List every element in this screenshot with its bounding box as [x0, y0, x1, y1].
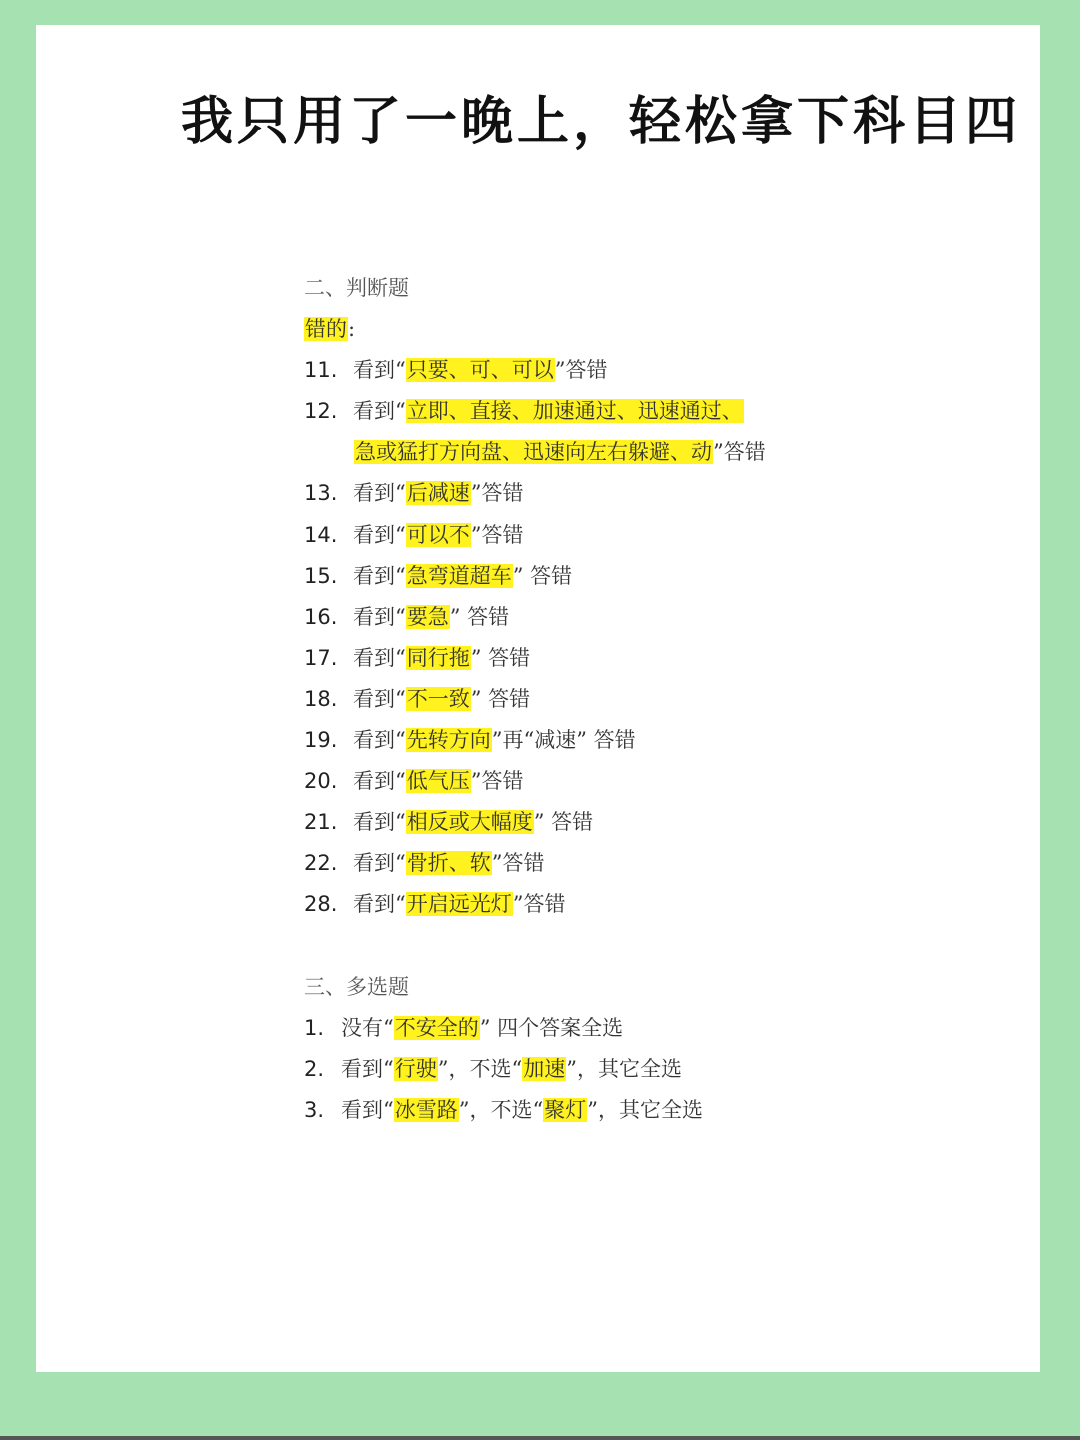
highlight: 不安全的: [394, 1015, 479, 1040]
highlight: 急或猛打方向盘、迅速向左右躲避、动: [355, 440, 712, 465]
item-number: 13.: [304, 481, 338, 506]
item-prefix: 看到“: [341, 1056, 394, 1081]
list-item: [304, 679, 766, 720]
highlight: 错的: [305, 317, 347, 342]
item-prefix: 看到“: [353, 604, 406, 629]
bottom-edge-strip: [0, 1436, 1080, 1440]
item-number: 15.: [304, 563, 338, 588]
item-suffix: ”答错: [512, 892, 566, 917]
highlight: 同行拖: [406, 645, 470, 670]
item-prefix: 看到“: [353, 851, 406, 876]
item-suffix: ”答错: [470, 769, 524, 794]
highlight: 行驶: [394, 1056, 437, 1081]
item-prefix: 看到“: [353, 728, 406, 753]
item-suffix: ”，其它全选: [587, 1097, 703, 1122]
list-item: [304, 1049, 766, 1090]
list-item: [304, 761, 766, 802]
item-number: 28.: [304, 892, 338, 917]
item-suffix: ”答错: [491, 851, 545, 876]
list-item: [304, 391, 766, 432]
section-heading-multiple-choice: 三、多选题: [304, 974, 409, 999]
item-number: 3.: [304, 1097, 325, 1122]
item-number: 12.: [304, 399, 338, 424]
item-number: 22.: [304, 851, 338, 876]
highlight: 开启远光灯: [406, 892, 512, 917]
list-item: [304, 473, 766, 514]
item-number: 17.: [304, 645, 338, 670]
item-number: 21.: [304, 810, 338, 835]
highlight: 要急: [406, 604, 449, 629]
highlight: 只要、可、可以: [406, 358, 554, 383]
item-prefix: 看到“: [353, 810, 406, 835]
highlight: 先转方向: [406, 728, 491, 753]
highlight: 立即、直接、加速通过、迅速通过、: [406, 399, 743, 424]
highlight: 冰雪路: [394, 1097, 458, 1122]
item-number: 14.: [304, 522, 338, 547]
item-middle: ”，不选“: [458, 1097, 544, 1122]
list-item-continuation: [304, 432, 766, 473]
item-suffix: ”再“减速” 答错: [491, 728, 636, 753]
list-item: [304, 802, 766, 843]
item-prefix: 看到“: [353, 892, 406, 917]
item-middle: ” 四个答案全选: [479, 1015, 624, 1040]
item-suffix: ” 答错: [533, 810, 594, 835]
highlight: 骨折、软: [406, 851, 491, 876]
list-item: [304, 556, 766, 597]
highlight: 急弯道超车: [406, 563, 512, 588]
item-suffix: ”答错: [713, 440, 766, 465]
item-number: 1.: [304, 1015, 325, 1040]
subheading-wrong: [304, 309, 766, 350]
list-item: [304, 843, 766, 884]
item-prefix: 没有“: [341, 1015, 394, 1040]
item-number: 16.: [304, 604, 338, 629]
item-prefix: 看到“: [341, 1097, 394, 1122]
list-item: [304, 597, 766, 638]
item-number: 11.: [304, 358, 338, 383]
highlight: 加速: [523, 1056, 566, 1081]
list-item: [304, 350, 766, 391]
item-prefix: 看到“: [353, 769, 406, 794]
page-title: 我只用了一晚上，轻松拿下科目四: [181, 91, 1022, 152]
item-number: 18.: [304, 686, 338, 711]
item-prefix: 看到“: [353, 645, 406, 670]
item-suffix: ”答错: [470, 481, 524, 506]
list-item: [304, 884, 766, 925]
highlight: 聚灯: [544, 1097, 587, 1122]
highlight: 低气压: [406, 769, 470, 794]
item-prefix: 看到“: [353, 358, 406, 383]
list-item: [304, 720, 766, 761]
highlight: 不一致: [406, 686, 470, 711]
item-number: 20.: [304, 769, 338, 794]
document-page: [36, 25, 1040, 1372]
item-number: 19.: [304, 728, 338, 753]
item-suffix: ” 答错: [470, 645, 531, 670]
item-suffix: ” 答错: [512, 563, 573, 588]
item-prefix: 看到“: [353, 399, 406, 424]
item-suffix: ”，其它全选: [566, 1056, 682, 1081]
item-prefix: 看到“: [353, 522, 406, 547]
highlight: 后减速: [406, 481, 470, 506]
item-prefix: 看到“: [353, 481, 406, 506]
item-number: 2.: [304, 1056, 325, 1081]
section-heading-judgment: 二、判断题: [304, 276, 409, 300]
list-item: [304, 638, 766, 679]
highlight: 可以不: [406, 522, 470, 547]
highlight: 相反或大幅度: [406, 810, 533, 835]
item-suffix: ” 答错: [449, 604, 510, 629]
list-item: [304, 515, 766, 556]
item-suffix: ” 答错: [470, 686, 531, 711]
list-item: [304, 1090, 766, 1131]
item-suffix: ”答错: [470, 522, 524, 547]
list-item: [304, 1008, 766, 1049]
item-prefix: 看到“: [353, 686, 406, 711]
content-body: [304, 268, 766, 1131]
colon: :: [348, 317, 356, 342]
item-middle: ”，不选“: [437, 1056, 523, 1081]
item-suffix: ”答错: [554, 358, 608, 383]
item-prefix: 看到“: [353, 563, 406, 588]
